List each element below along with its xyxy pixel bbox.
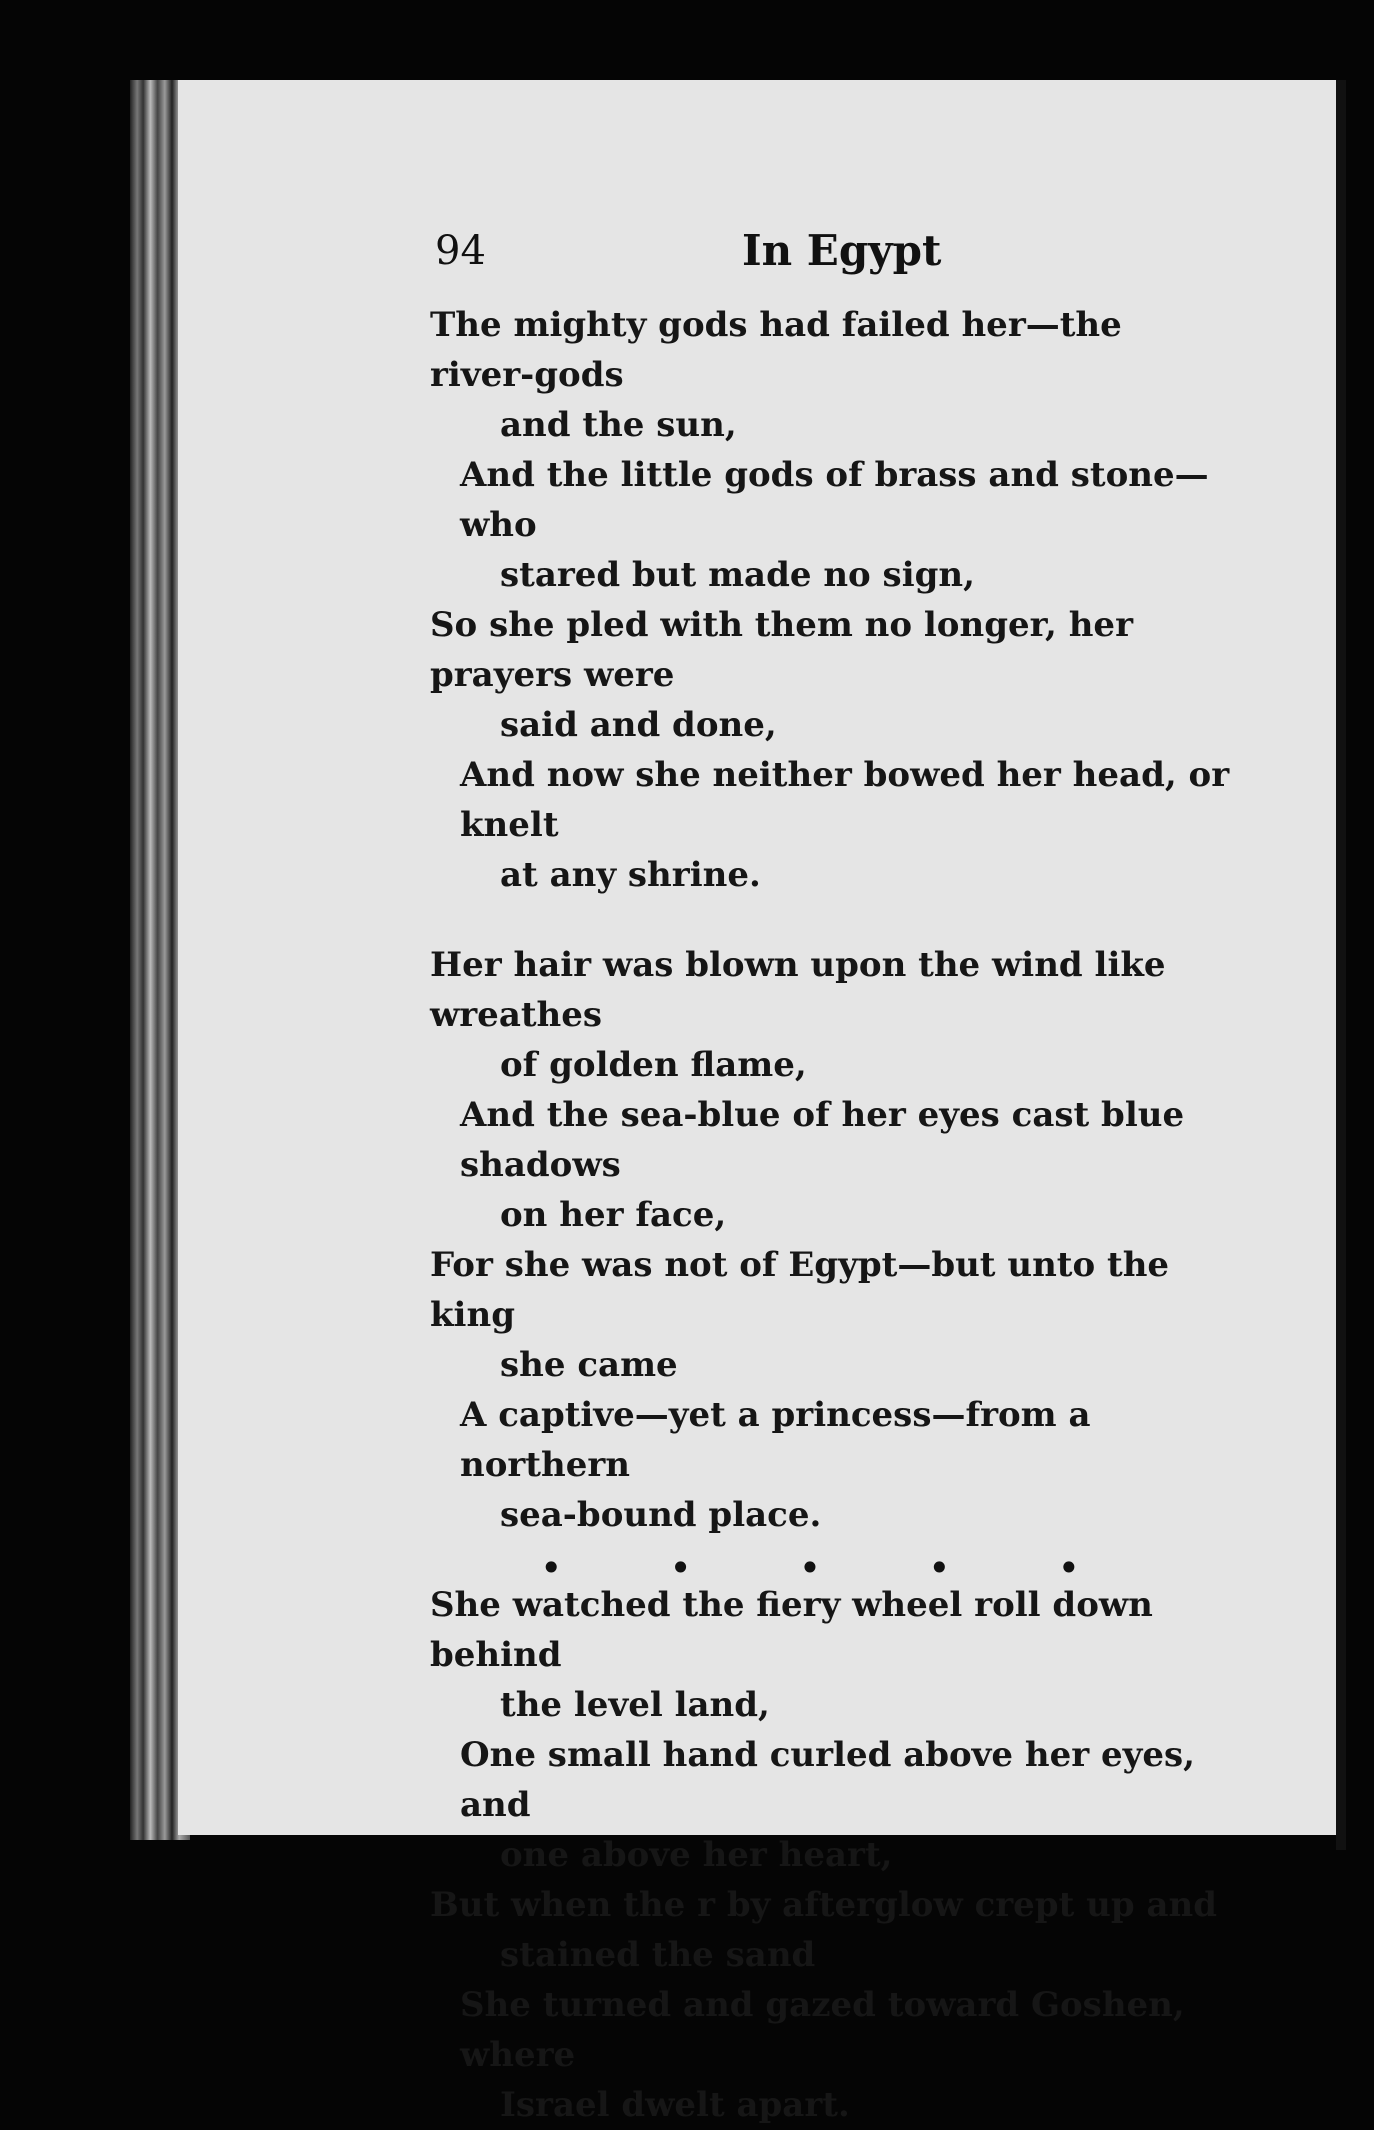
- page-right-edge: [1336, 80, 1346, 1850]
- ornament-dot: •: [669, 1546, 692, 1590]
- poem-line: at any shrine.: [500, 855, 761, 895]
- poem-line: So she pled with them no longer, her prayers were: [430, 605, 1133, 695]
- poem-line: And now she neither bowed her head, or knelt: [460, 755, 1230, 845]
- poem-line: and the sun,: [500, 405, 737, 445]
- poem-line: She turned and gazed toward Goshen, where: [460, 1985, 1185, 2075]
- poem-line: She watched the fiery wheel roll down behind: [430, 1585, 1153, 1675]
- poem-line: one above her heart,: [500, 1835, 893, 1875]
- stanza-2: [420, 940, 1230, 1540]
- stanza-3: [420, 1580, 1230, 2130]
- poem-line: the level land,: [500, 1685, 770, 1725]
- section-end-ornament: [540, 1546, 1080, 1590]
- poem-line: she came: [500, 1345, 678, 1385]
- poem-line: But when the r by afterglow crept up and: [430, 1885, 1217, 1925]
- poem-body: [420, 300, 1230, 2130]
- ornament-dot: •: [928, 1546, 951, 1590]
- poem-line: And the sea-blue of her eyes cast blue shadows: [460, 1095, 1185, 1185]
- poem-line: stared but made no sign,: [500, 555, 975, 595]
- ornament-dot: •: [540, 1546, 563, 1590]
- running-head-title: In Egypt: [742, 226, 942, 275]
- poem-line: A captive—yet a princess—from a northern: [460, 1395, 1091, 1485]
- poem-line: For she was not of Egypt—but unto the king: [430, 1245, 1170, 1335]
- poem-line: One small hand curled above her eyes, and: [460, 1735, 1196, 1825]
- poem-line: And the little gods of brass and stone—who: [460, 455, 1209, 545]
- poem-line: The mighty gods had failed her—the river-gods: [430, 305, 1122, 395]
- poem-line: of golden flame,: [500, 1045, 807, 1085]
- stanza-1: [420, 300, 1230, 900]
- poem-line: Her hair was blown upon the wind like wreathes: [430, 945, 1166, 1035]
- ornament-dot: •: [1057, 1546, 1080, 1590]
- poem-line: Israel dwelt apart.: [500, 2085, 850, 2125]
- poem-line: stained the sand: [500, 1935, 816, 1975]
- poem-line: sea-bound place.: [500, 1495, 822, 1535]
- poem-line: on her face,: [500, 1195, 727, 1235]
- ornament-dot: •: [798, 1546, 822, 1590]
- page-number: 94: [435, 228, 486, 274]
- poem-line: said and done,: [500, 705, 777, 745]
